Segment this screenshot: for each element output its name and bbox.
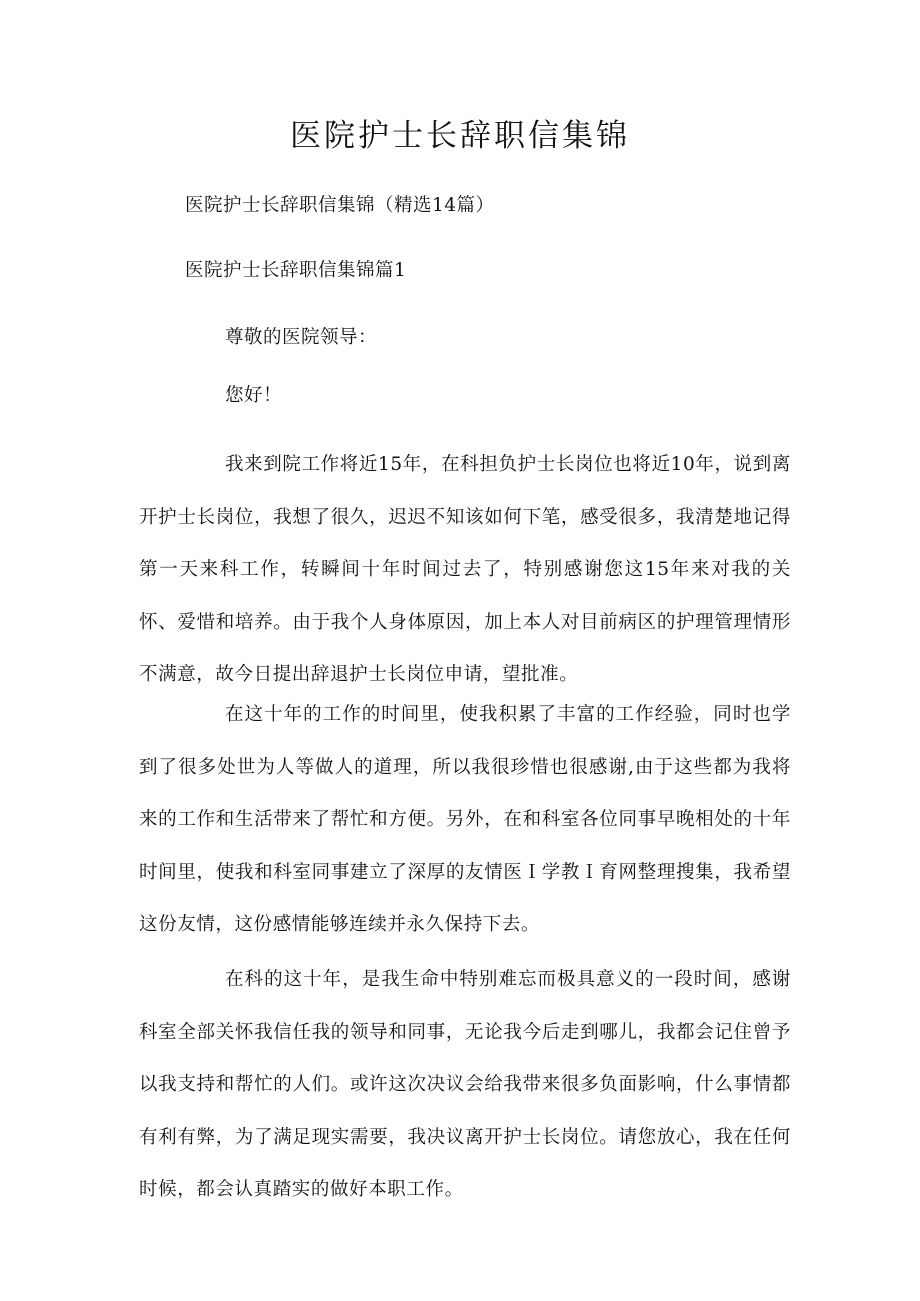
body-paragraph: 在这十年的工作的时间里，使我积累了丰富的工作经验，同时也学到了很多处世为人等做人的道理，所以我很珍惜也很感谢,由于这些都为我将来的工作和生活带来了帮忙和方便。另外，在和科室各位同事早晚相处的十年时间里，使我和科室同事建立了深厚的友情医Ｉ学教Ｉ育网整理搜集，我希望这份友情，这份感情能够连续并永久保持下去。 bbox=[139, 704, 791, 936]
letter-salutation: 尊敬的医院领导： bbox=[225, 327, 378, 348]
section-heading: 医院护士长辞职信集锦篇1 bbox=[185, 260, 407, 281]
body-paragraph: 我来到院工作将近15年，在科担负护士长岗位也将近10年，说到离开护士长岗位，我想了很久，迟迟不知该如何下笔，感受很多，我清楚地记得第一天来科工作，转瞬间十年时间过去了，特别感谢您这15年来对我的关怀、爱惜和培养。由于我个人身体原因，加上本人对目前病区的护理管理情形不满意，故今日提出辞退护士长岗位申请，望批准。 bbox=[139, 454, 791, 686]
document-title: 医院护士长辞职信集锦 bbox=[290, 118, 630, 154]
document-subtitle: 医院护士长辞职信集锦（精选14篇） bbox=[185, 195, 495, 216]
body-paragraph: 在科的这十年，是我生命中特别难忘而极具意义的一段时间，感谢科室全部关怀我信任我的领导和同事，无论我今后走到哪儿，我都会记住曾予以我支持和帮忙的人们。或许这次决议会给我带来很多负面影响，什么事情都有利有弊，为了满足现实需要，我决议离开护士长岗位。请您放心，我在任何时候，都会认真踏实的做好本职工作。 bbox=[139, 969, 791, 1201]
letter-greeting: 您好！ bbox=[225, 385, 283, 406]
